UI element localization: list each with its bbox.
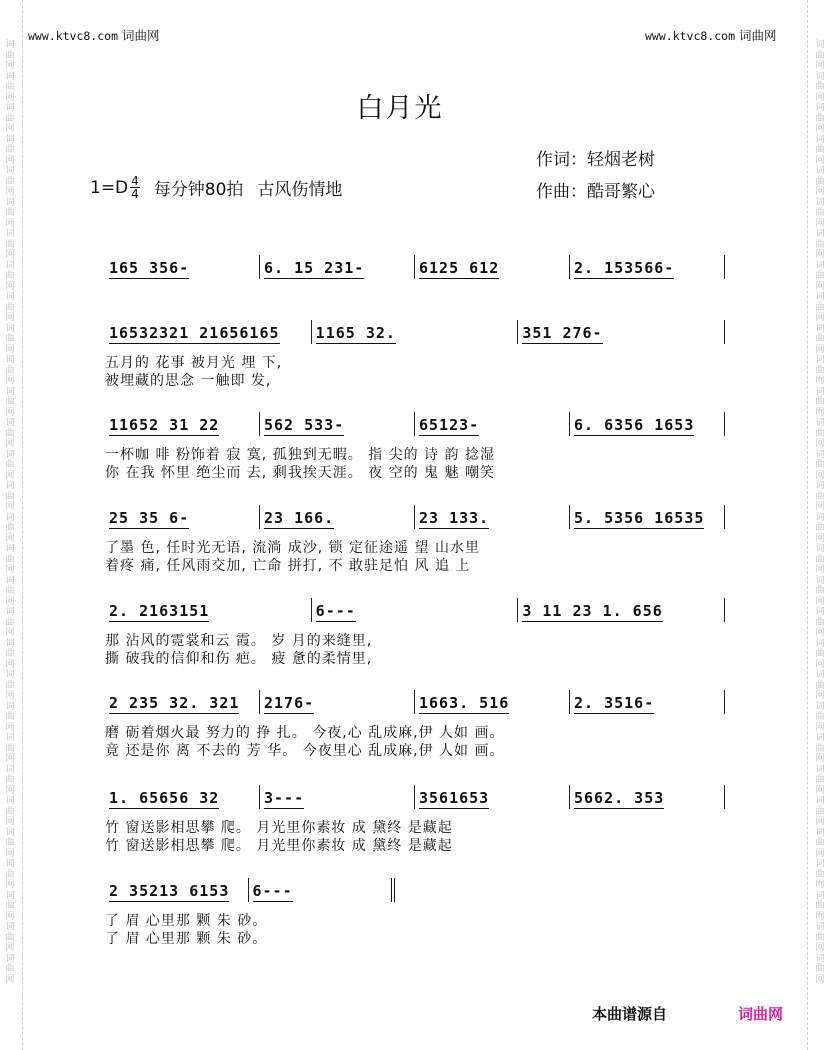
site-url: www.ktvc8.com — [645, 29, 736, 43]
notation-line — [105, 255, 725, 279]
lyricist: 作词：轻烟老树 — [536, 150, 655, 170]
lyric-line: 撕 破我的信仰和伤 疤。 疲 惫的柔情里, — [105, 651, 373, 667]
measure: 16532321 21656165 — [105, 320, 312, 344]
lyric-line: 被埋藏的思念 一触即 发, — [105, 373, 272, 389]
measure: 2. 153566- — [570, 255, 725, 279]
measure: 23 166. — [260, 505, 415, 529]
measure: 6125 612 — [415, 255, 570, 279]
measure: 2 235 32. 321 — [105, 690, 260, 714]
notation-line — [105, 785, 725, 809]
measure: 23 133. — [415, 505, 570, 529]
notation-line — [105, 598, 725, 622]
measure: 1663. 516 — [415, 690, 570, 714]
measure: 11652 31 22 — [105, 412, 260, 436]
lyric-line: 竹 窗送影相思攀 爬。 月光里你素妆 成 黛终 是藏起 — [105, 820, 453, 836]
lyric-line: 五月的 花事 被月光 埋 下, — [105, 355, 283, 371]
measure: 6--- — [249, 878, 396, 902]
site-name: 词曲网 — [739, 28, 777, 43]
left-dashed-border — [22, 0, 23, 1050]
lyric-line: 了 眉 心里那 颗 朱 砂。 — [105, 931, 268, 947]
measure: 2176- — [260, 690, 415, 714]
source-label: 本曲谱源自 — [592, 1005, 668, 1023]
tempo: 每分钟80拍 — [153, 180, 244, 200]
song-title: 白月光 — [356, 93, 444, 124]
measure: 6. 15 231- — [260, 255, 415, 279]
lyric-line: 那 沾风的霓裳和云 霞。 岁 月的来缝里, — [105, 633, 373, 649]
measure: 3561653 — [415, 785, 570, 809]
left-watermark: 词曲网词曲网词曲网词曲网词曲网词曲网词曲网词曲网词曲网词曲网词曲网词曲网词曲网词曲网词曲网词曲网词曲网词曲网词曲网词曲网词曲网词曲网词曲网词曲网词曲网词曲网词曲网词曲网词曲网词曲网 — [5, 40, 15, 985]
measure: 1. 65656 32 — [105, 785, 260, 809]
measure: 65123- — [415, 412, 570, 436]
lyric-line: 磨 砺着烟火最 努力的 挣 扎。 今夜,心 乱成麻,伊 人如 画。 — [105, 725, 505, 741]
song-meta — [90, 175, 356, 200]
right-watermark: 词曲网词曲网词曲网词曲网词曲网词曲网词曲网词曲网词曲网词曲网词曲网词曲网词曲网词曲网词曲网词曲网词曲网词曲网词曲网词曲网词曲网词曲网词曲网词曲网词曲网词曲网词曲网词曲网词曲网词曲网 — [815, 40, 825, 985]
lyric-line: 竟 还是你 离 不去的 芳 华。 今夜里心 乱成麻,伊 人如 画。 — [105, 743, 505, 759]
composer: 作曲：酷哥繁心 — [536, 182, 655, 202]
measure: 1165 32. — [312, 320, 519, 344]
measure: 2 35213 6153 — [105, 878, 249, 902]
lyric-line: 一杯咖 啡 粉饰着 寂 寞, 孤独到无暇。 指 尖的 诗 韵 捻湿 — [105, 447, 495, 463]
measure: 2. 3516- — [570, 690, 725, 714]
measure: 25 35 6- — [105, 505, 260, 529]
measure: 3 11 23 1. 656 — [518, 598, 725, 622]
site-name: 词曲网 — [122, 28, 160, 43]
lyric-line: 了 眉 心里那 颗 朱 砂。 — [105, 913, 268, 929]
site-url: www.ktvc8.com — [28, 29, 119, 43]
measure: 165 356- — [105, 255, 260, 279]
notation-line — [105, 878, 395, 902]
notation-line — [105, 690, 725, 714]
time-signature: $\frac{4}{4}$ — [131, 174, 139, 201]
lyric-line: 竹 窗送影相思攀 爬。 月光里你素妆 成 黛终 是藏起 — [105, 838, 453, 854]
lyric-line: 你 在我 怀里 绝尘而 去, 剩我挨天涯。 夜 空的 鬼 魅 嘲笑 — [105, 465, 495, 481]
key-signature: 1=D — [90, 177, 129, 198]
lyric-line: 了墨 色, 任时光无语, 流淌 成沙, 锁 定征途遥 望 山水里 — [105, 540, 480, 556]
style: 古风伤情地 — [257, 180, 343, 200]
measure: 6--- — [312, 598, 519, 622]
measure: 2. 2163151 — [105, 598, 312, 622]
measure: 5662. 353 — [570, 785, 725, 809]
source-site-link[interactable]: 词曲网 — [738, 1005, 784, 1023]
lyric-line: 着疼 痛, 任风雨交加, 亡命 拼打, 不 敢驻足怕 风 追 上 — [105, 558, 471, 574]
right-dashed-border — [807, 0, 808, 1050]
measure: 6. 6356 1653 — [570, 412, 725, 436]
header-site-left[interactable] — [28, 26, 160, 44]
measure: 5. 5356 16535 — [570, 505, 725, 529]
measure: 351 276- — [518, 320, 725, 344]
notation-line — [105, 320, 725, 344]
notation-line — [105, 505, 725, 529]
measure: 3--- — [260, 785, 415, 809]
notation-line — [105, 412, 725, 436]
measure: 562 533- — [260, 412, 415, 436]
header-site-right[interactable] — [645, 26, 777, 44]
